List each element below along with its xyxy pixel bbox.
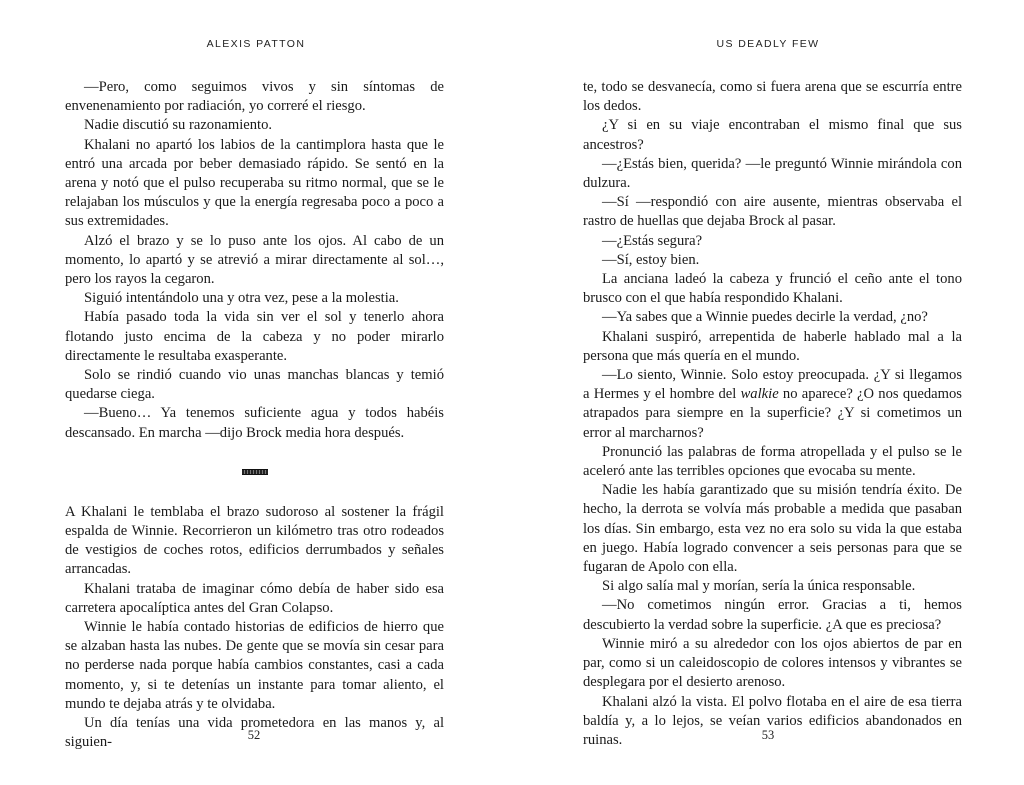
paragraph: —¿Estás bien, querida? —le preguntó Winnie mirándola con dulzura.	[583, 155, 962, 192]
text-segment: —Lo siento, Winnie. Solo estoy preocupada. ¿Y si llegamos a Hermes y el hombre del	[583, 367, 962, 403]
paragraph: Winnie le había contado historias de edificios de hierro que se alzaban hasta las nubes. De gente que se movía sin cesar para no perderse nada porque había cambios constantes, casi a cada momento, y, si te detenías un instante para tomar aliento, el mundo te dejaba atrás y te olvidaba.	[65, 619, 444, 712]
paragraph: Winnie miró a su alrededor con los ojos abiertos de par en par, como si un caleidoscopio de colores intensos y vibrantes se desplegara por el desierto arenoso.	[583, 635, 962, 691]
paragraph: Pronunció las palabras de forma atropellada y el pulso se le aceleró ante las terribles opciones que evocaba su mente.	[583, 443, 962, 480]
paragraph: Nadie les había garantizado que su misión tendría éxito. De hecho, la derrota se volvía más probable a medida que pasaban los días. Sin embargo, esta vez no era solo su vida la que estaba en juego. Había logrado convencer a seis personas para que se fugaran de Apolo con ella.	[583, 482, 962, 576]
paragraph: Khalani alzó la vista. El polvo flotaba en el aire de esa tierra baldía y, a lo lejos, se veían varios edificios abandonados en ruinas.	[583, 693, 962, 748]
paragraph: A Khalani le temblaba el brazo sudoroso al sostener la frágil espalda de Winnie. Recorrieron un kilómetro tras otro rodeados de vestigios de coches rotos, edificios derrumbados y señales arrancadas.	[65, 503, 444, 578]
paragraph: —Bueno… Ya tenemos suficiente agua y todos habéis descansado. En marcha —dijo Brock media hora después.	[65, 405, 444, 441]
paragraph: Alzó el brazo y se lo puso ante los ojos. Al cabo de un momento, lo apartó y se atrevió a mirar directamente al sol…, pero los rayos la cegaron.	[65, 232, 444, 288]
paragraph: Había pasado toda la vida sin ver el sol y tenerlo ahora flotando justo encima de la cabeza y no poder mirarlo directamente le resultaba exasperante.	[65, 309, 444, 364]
paragraph: Solo se rindió cuando vio unas manchas blancas y temió quedarse ciega.	[65, 367, 444, 403]
paragraph: Nadie discutió su razonamiento.	[84, 117, 273, 134]
paragraph: —No cometimos ningún error. Gracias a ti, hemos descubierto la verdad sobre la superficie. ¿A que es preciosa?	[583, 597, 962, 633]
paragraph: La anciana ladeó la cabeza y frunció el ceño ante el tono brusco con el que había respondido Khalani.	[583, 271, 962, 307]
paragraph: —Sí, estoy bien.	[602, 251, 700, 268]
paragraph: —Pero, como seguimos vivos y sin síntomas de envenenamiento por radiación, yo correré el riesgo.	[65, 79, 444, 115]
paragraph: Un día tenías una vida prometedora en las manos y, al siguien-	[65, 715, 444, 751]
right-page-text	[583, 78, 962, 750]
paragraph: Si algo salía mal y morían, sería la única responsable.	[602, 578, 916, 595]
paragraph: Khalani suspiró, arrepentida de haberle hablado mal a la persona que más quería en el mundo.	[583, 328, 962, 364]
right-page	[512, 0, 1024, 785]
paragraph: —Ya sabes que a Winnie puedes decirle la verdad, ¿no?	[602, 309, 928, 326]
left-page-text	[65, 78, 444, 753]
paragraph: —Sí —respondió con aire ausente, mientras observaba el rastro de huellas que dejaba Brock al pasar.	[583, 194, 962, 230]
italic-word: walkie	[740, 386, 779, 403]
section-break-ornament	[242, 469, 268, 475]
paragraph: —¿Estás segura?	[602, 232, 703, 249]
running-head-title: US DEADLY FEW	[716, 38, 820, 50]
paragraph: Khalani no apartó los labios de la cantimplora hasta que le entró una arcada por beber demasiado rápido. Se sentó en la arena y notó que el pulso recuperaba su ritmo normal, que se le relajaban los músculos y que la energía regresaba poco a poco a sus extremidades.	[65, 136, 444, 230]
page-number-right	[512, 728, 1024, 743]
page-number-left	[0, 728, 512, 743]
paragraph: Khalani trataba de imaginar cómo debía de haber sido esa carretera apocalíptica antes del Gran Colapso.	[65, 580, 444, 616]
paragraph-continuation: te, todo se desvanecía, como si fuera arena que se escurría entre los dedos.	[583, 79, 962, 115]
running-head-author: ALEXIS PATTON	[206, 38, 306, 50]
paragraph-walkie	[583, 366, 962, 443]
page-number-text: 53	[761, 728, 775, 742]
text-segment: no aparece? ¿O nos quedamos atrapados para siempre en la superficie? ¿Y si cometimos un error al marcharnos?	[583, 386, 962, 441]
page-number-text: 52	[247, 728, 261, 742]
paragraph: ¿Y si en su viaje encontraban el mismo final que sus ancestros?	[583, 117, 962, 153]
paragraph: Siguió intentándolo una y otra vez, pese a la molestia.	[84, 290, 399, 307]
